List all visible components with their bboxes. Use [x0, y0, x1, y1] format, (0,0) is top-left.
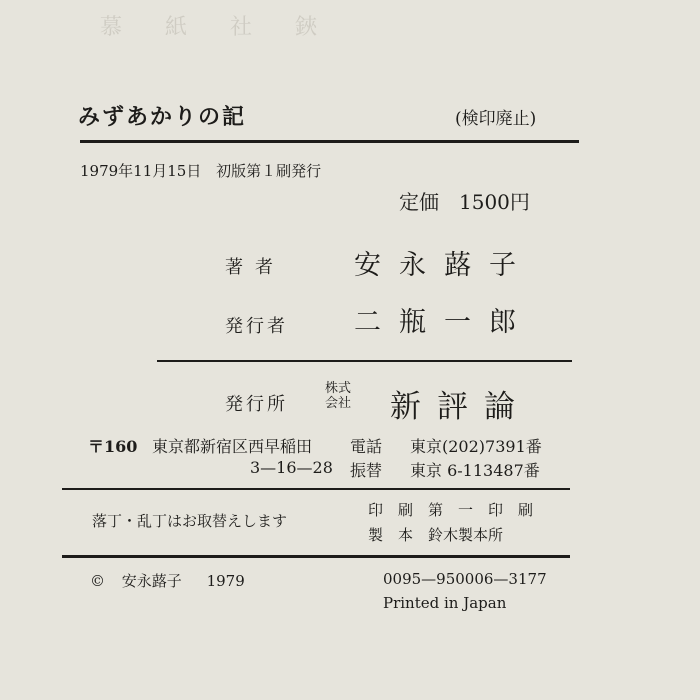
address-street: 東京都新宿区西早稲田	[152, 437, 313, 456]
publication-date: 1979年11月15日	[80, 162, 202, 180]
book-title: みずあかりの記	[78, 104, 247, 130]
title-rule	[80, 140, 579, 143]
inspection-seal-note: (検印廃止)	[455, 109, 537, 129]
author-name: 安永蕗子	[354, 250, 534, 281]
copyright-rule	[62, 555, 570, 558]
publishing-office-label: 発行所	[225, 394, 288, 415]
edition-note: 初版第１刷発行	[216, 162, 322, 180]
copyright-line	[90, 570, 245, 591]
publisher-name: 新評論	[390, 389, 531, 425]
copyright-year: 1979	[206, 572, 245, 590]
publisher-rule	[157, 360, 572, 362]
phone-number: 東京(202)7391番	[410, 437, 542, 456]
printer-credit: 印 刷 第 一 印 刷	[368, 501, 534, 519]
copyright-holder: 安永蕗子	[121, 572, 182, 590]
author-label: 著者	[225, 257, 285, 278]
transfer-label: 振替	[350, 461, 383, 480]
binder-credit: 製 本 鈴木製本所	[368, 526, 504, 544]
transfer-account: 東京 6-113487番	[410, 461, 540, 480]
edition-line	[80, 160, 321, 181]
company-type: 株式 会社	[325, 381, 352, 411]
publisher-person-label: 発行者	[225, 316, 288, 337]
address-number: 3—16—28	[250, 458, 333, 477]
bleed-through-text: 慕 紙 社 鋏	[100, 15, 335, 40]
address-line-1	[88, 434, 542, 457]
address-rule	[62, 488, 570, 490]
isbn: 0095—950006—3177	[383, 570, 547, 588]
price: 定価 1500円	[399, 190, 530, 214]
replacement-note: 落丁・乱丁はお取替えします	[92, 512, 288, 530]
copyright-symbol: ©	[90, 572, 105, 590]
printed-in: Printed in Japan	[383, 594, 507, 612]
publisher-person-name: 二瓶一郎	[354, 307, 534, 338]
postal-code: 〒160	[88, 437, 138, 456]
phone-label: 電話	[350, 437, 383, 456]
